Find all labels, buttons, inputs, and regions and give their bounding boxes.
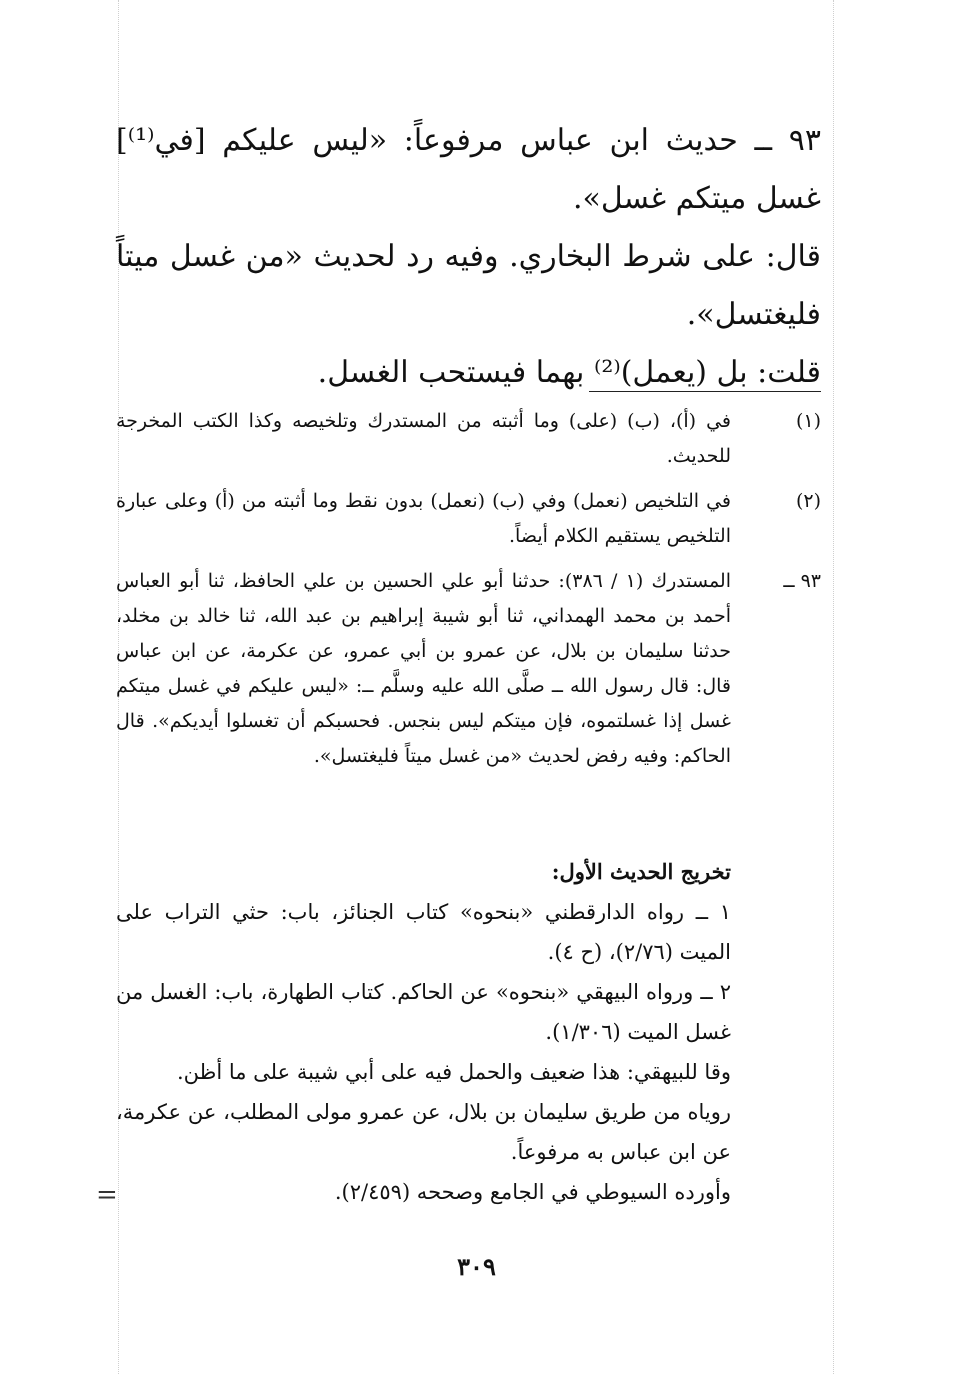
takhrij-item: ١ ــ رواه الدارقطني «بنحوه» كتاب الجنائز، باب: حثي التراب على الميت (٢/٧٦)، (ح ٤). xyxy=(116,900,731,964)
footnote-text: في التلخيص (نعمل) وفي (ب) (نعمل) بدون نقط وما أثبته من (أ) وعلى عبارة التلخيص يستقيم الكلام أيضاً. xyxy=(116,490,731,547)
takhrij-item: وقا للبيهقي: هذا ضعيف والحمل فيه على أبي شيبة على ما أظن. xyxy=(176,1060,731,1084)
hadith-93-text: ٩٣ ــ حديث ابن عباس مرفوعاً: «ليس عليكم [في⁽¹⁾] غسل ميتكم غسل». xyxy=(116,123,821,216)
takhrij-item: روياه من طريق سليمان بن بلال، عن عمرو مولى المطلب، عن عكرمة، عن ابن عباس به مرفوعاً. xyxy=(116,1100,731,1164)
footnote-label: (١) xyxy=(795,410,821,432)
footnote-93 xyxy=(116,564,821,774)
footnote-label: ٩٣ ــ xyxy=(783,570,821,592)
footnote-text: المستدرك (١ / ٣٨٦): حدثنا أبو علي الحسين بن علي الحافظ، ثنا أبو العباس أحمد بن محمد الهمداني، ثنا أبو شيبة إبراهيم بن عبد الله، ثنا خالد بن مخلد، حدثنا سليمان بن بلال، عن عمرو بن أبي عمرو، عن عكرمة، عن ابن عباس قال: قال رسول الله ــ صلَّى الله عليه وسلَّم ــ: «ليس عليكم في غسل ميتكم غسل إذا غسلتموه، فإن ميتكم ليس بنجس. فحسبكم أن تغسلوا أيديكم». قال الحاكم: وفيه رفض لحديث «من غسل ميتاً فليغتسل». xyxy=(116,570,731,767)
takhrij-item: ٢ ــ ورواه البيهقي «بنحوه» عن الحاكم. كتاب الطهارة، باب: الغسل من غسل الميت (١/٣٠٦). xyxy=(116,980,731,1044)
takhrij-item: وأورده السيوطي في الجامع وصححه (٢/٤٥٩). xyxy=(334,1180,731,1204)
footnote-label: (٢) xyxy=(795,490,821,512)
main-text xyxy=(116,112,821,402)
takhrij-section xyxy=(116,852,731,1212)
footnote-1 xyxy=(116,404,821,474)
author-comment: قلت: بل (يعمل)⁽²⁾ بهما فيستحب الغسل. xyxy=(317,355,821,390)
footnote-separator xyxy=(589,391,821,392)
scan-guide-right xyxy=(833,0,834,1374)
hakim-comment: قال: على شرط البخاري. وفيه رد لحديث «من غسل ميتاً فليغتسل». xyxy=(116,239,821,332)
footnote-text: في (أ)، (ب) (على) وما أثبته من المستدرك وتلخيصه وكذا الكتب المخرجة للحديث. xyxy=(116,410,731,467)
page-number: ٣٠٩ xyxy=(457,1252,496,1281)
takhrij-heading: تخريج الحديث الأول: xyxy=(551,859,731,884)
footnote-2 xyxy=(116,484,821,554)
margin-mark: = xyxy=(96,1180,118,1210)
